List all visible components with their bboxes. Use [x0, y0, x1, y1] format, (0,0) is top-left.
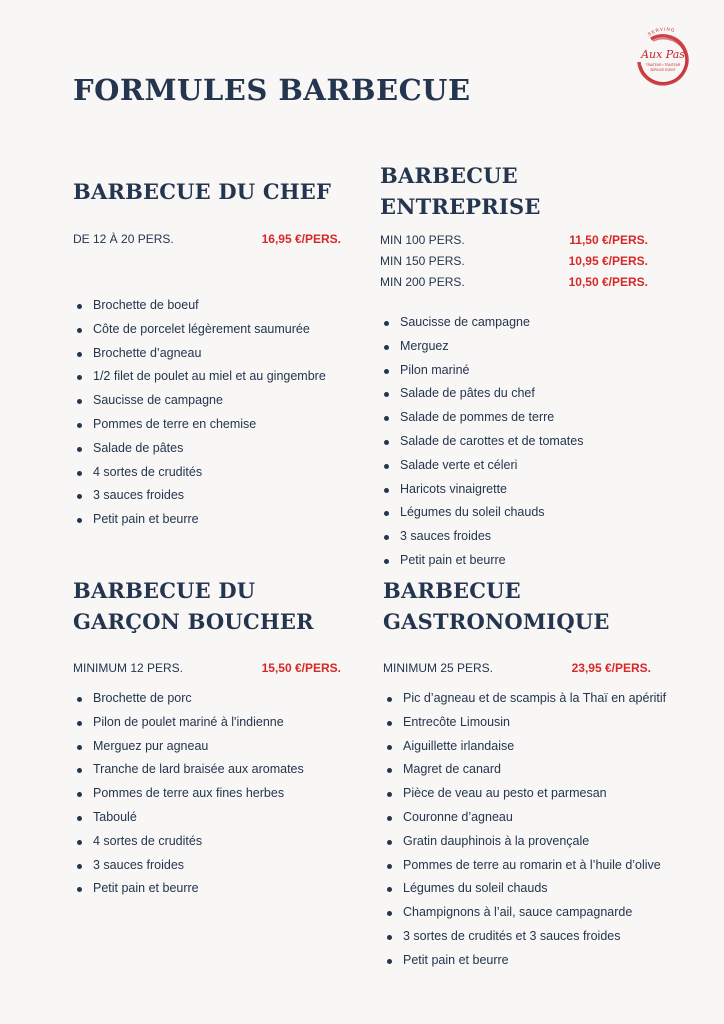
- list-item: Pommes de terre aux fines herbes: [73, 782, 341, 806]
- section-title-line: BARBECUE DU: [73, 578, 256, 603]
- list-item: Petit pain et beurre: [383, 949, 683, 973]
- logo-top-text: SERVING: [646, 26, 677, 37]
- section-barbecue-garcon-boucher: [73, 575, 341, 901]
- list-item: 4 sortes de crudités: [73, 461, 341, 485]
- section-title: [383, 575, 651, 637]
- price-row: [383, 661, 651, 682]
- list-item: Pilon de poulet mariné à l'indienne: [73, 711, 341, 735]
- list-item: Brochette d’agneau: [73, 342, 341, 366]
- list-item: 3 sortes de crudités et 3 sauces froides: [383, 925, 683, 949]
- section-title-line: BARBECUE DU CHEF: [73, 179, 332, 204]
- list-item: Pommes de terre en chemise: [73, 413, 341, 437]
- price-value: 10,95 €/PERS.: [568, 254, 648, 268]
- price-row: [380, 275, 648, 296]
- list-item: Taboulé: [73, 806, 341, 830]
- section-barbecue-entreprise: [380, 160, 648, 573]
- price-row: [73, 661, 341, 682]
- list-item: Entrecôte Limousin: [383, 711, 683, 735]
- list-item: Petit pain et beurre: [73, 877, 341, 901]
- list-item: Salade verte et céleri: [380, 454, 648, 478]
- menu-item-list: [383, 687, 683, 973]
- list-item: Brochette de porc: [73, 687, 341, 711]
- price-value: 10,50 €/PERS.: [568, 275, 648, 289]
- menu-item-list: [73, 294, 341, 532]
- section-title-line: BARBECUE: [383, 578, 521, 603]
- list-item: Haricots vinaigrette: [380, 478, 648, 502]
- list-item: Saucisse de campagne: [73, 389, 341, 413]
- section-title-line: GASTRONOMIQUE: [383, 609, 610, 634]
- page-title: FORMULES BARBECUE: [73, 73, 471, 107]
- section-barbecue-gastronomique: [383, 575, 667, 973]
- list-item: 3 sauces froides: [73, 854, 341, 878]
- menu-item-list: [380, 311, 648, 573]
- price-row: [73, 232, 341, 253]
- list-item: Tranche de lard braisée aux aromates: [73, 758, 341, 782]
- list-item: 3 sauces froides: [73, 484, 341, 508]
- logo-line-2: SERVICE EVENT: [650, 68, 676, 72]
- menu-item-list: [73, 687, 341, 901]
- section-title: [380, 160, 648, 222]
- price-list: [73, 232, 341, 253]
- price-label: MIN 100 PERS.: [380, 233, 465, 247]
- price-value: 11,50 €/PERS.: [569, 233, 648, 247]
- price-value: 16,95 €/PERS.: [261, 232, 341, 246]
- list-item: Aiguillette irlandaise: [383, 735, 683, 759]
- list-item: Pommes de terre au romarin et à l’huile d’olive: [383, 854, 683, 878]
- price-label: DE 12 À 20 PERS.: [73, 232, 174, 246]
- section-title-line: BARBECUE: [380, 163, 518, 188]
- price-label: MINIMUM 12 PERS.: [73, 661, 184, 675]
- list-item: Côte de porcelet légèrement saumurée: [73, 318, 341, 342]
- list-item: Gratin dauphinois à la provençale: [383, 830, 683, 854]
- list-item: Champignons à l’ail, sauce campagnarde: [383, 901, 683, 925]
- logo-line-1: TRAITEUR • TRAITEUR: [645, 63, 681, 67]
- section-title: [73, 575, 341, 637]
- list-item: Merguez: [380, 335, 648, 359]
- list-item: Pilon mariné: [380, 359, 648, 383]
- list-item: Petit pain et beurre: [380, 549, 648, 573]
- list-item: Légumes du soleil chauds: [380, 501, 648, 525]
- section-title: [73, 176, 341, 207]
- list-item: Brochette de boeuf: [73, 294, 341, 318]
- list-item: Salade de carottes et de tomates: [380, 430, 648, 454]
- section-title-line: GARÇON BOUCHER: [73, 609, 314, 634]
- list-item: Salade de pommes de terre: [380, 406, 648, 430]
- price-label: MINIMUM 25 PERS.: [383, 661, 494, 675]
- list-item: Salade de pâtes du chef: [380, 382, 648, 406]
- price-row: [380, 233, 648, 254]
- list-item: Saucisse de campagne: [380, 311, 648, 335]
- list-item: Pic d’agneau et de scampis à la Thaï en apéritif: [383, 687, 683, 711]
- list-item: Magret de canard: [383, 758, 683, 782]
- list-item: Salade de pâtes: [73, 437, 341, 461]
- section-title-line: ENTREPRISE: [380, 194, 541, 219]
- price-value: 23,95 €/PERS.: [571, 661, 651, 675]
- price-list: [73, 661, 341, 682]
- logo-script-text: Aux Pas: [641, 48, 685, 61]
- price-label: MIN 150 PERS.: [380, 254, 465, 268]
- list-item: 1/2 filet de poulet au miel et au gingembre: [73, 365, 341, 389]
- price-value: 15,50 €/PERS.: [261, 661, 341, 675]
- section-barbecue-du-chef: [73, 176, 341, 532]
- list-item: Couronne d’agneau: [383, 806, 683, 830]
- list-item: Légumes du soleil chauds: [383, 877, 683, 901]
- brand-logo: [629, 26, 697, 94]
- price-list: [383, 661, 651, 682]
- list-item: 4 sortes de crudités: [73, 830, 341, 854]
- list-item: Pièce de veau au pesto et parmesan: [383, 782, 683, 806]
- list-item: 3 sauces froides: [380, 525, 648, 549]
- list-item: Merguez pur agneau: [73, 735, 341, 759]
- price-row: [380, 254, 648, 275]
- price-list: [380, 233, 648, 296]
- list-item: Petit pain et beurre: [73, 508, 341, 532]
- price-label: MIN 200 PERS.: [380, 275, 465, 289]
